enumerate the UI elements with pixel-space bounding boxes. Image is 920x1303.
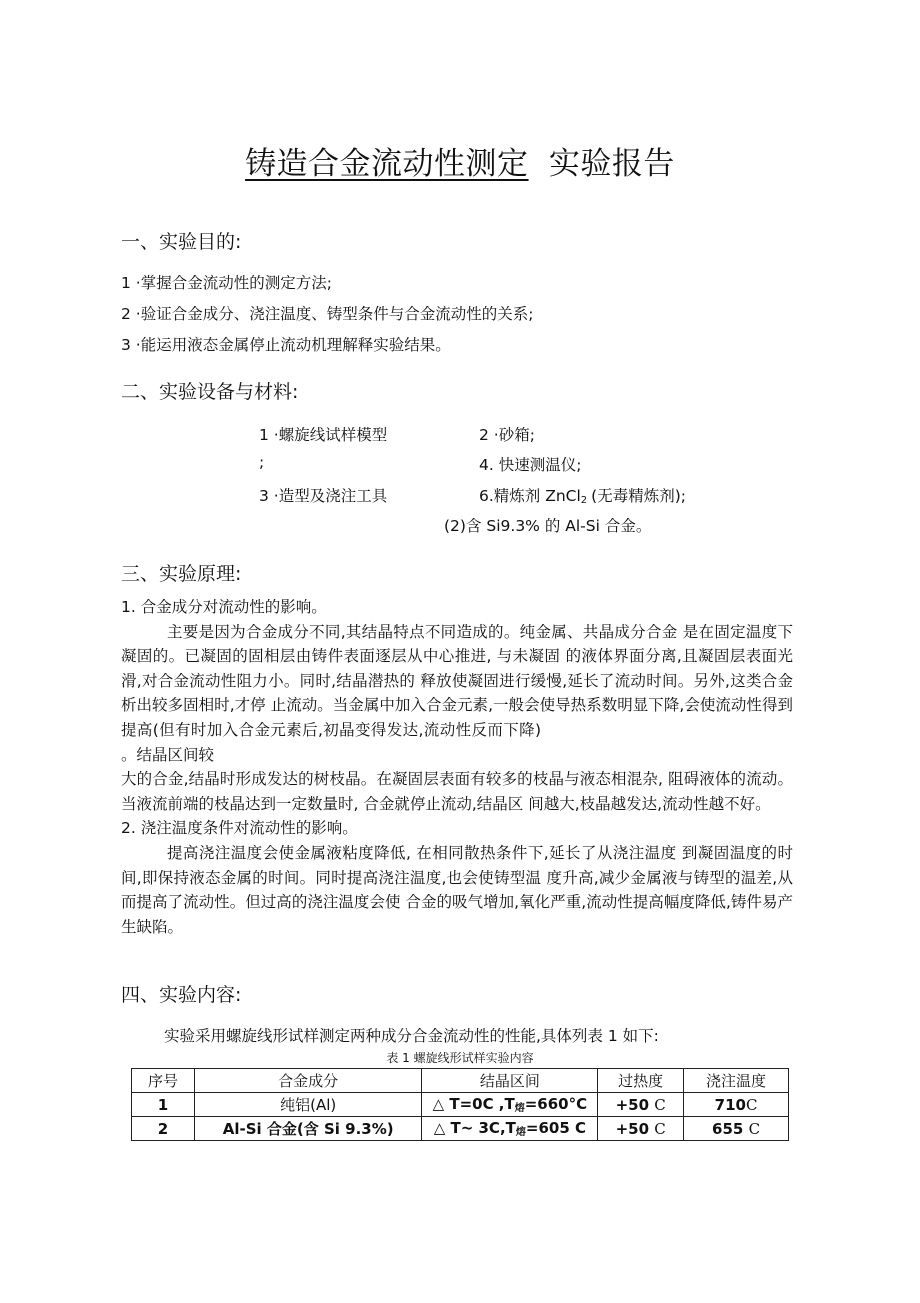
- page-title: [0, 138, 920, 183]
- pour-unit: C: [745, 1095, 758, 1114]
- principle-1-body: [121, 620, 793, 768]
- equipment-item-6: [479, 484, 686, 506]
- superheat-value: +50: [615, 1119, 650, 1138]
- equipment-item-4: 4. 快速测温仪;: [479, 456, 582, 474]
- table-header-cell: 浇注温度: [684, 1069, 789, 1093]
- section-heading-purpose: 一、实验目的:: [121, 231, 242, 253]
- principle-2-heading: 2. 浇注温度条件对流动性的影响。: [121, 819, 358, 838]
- equipment-item-3: 3 ·造型及浇注工具: [259, 487, 388, 505]
- table-row: [132, 1117, 789, 1141]
- range-value: =660°C: [524, 1095, 588, 1113]
- row-number: 2: [132, 1117, 195, 1141]
- purpose-item-3: 3 ·能运用液态金属停止流动机理解释实验结果。: [121, 336, 451, 354]
- row-solidification-range: [422, 1117, 598, 1141]
- row-superheat: [598, 1117, 684, 1141]
- table-caption: 表 1 螺旋线形试样实验内容: [386, 1051, 534, 1065]
- content-intro: 实验采用螺旋线形试样测定两种成分合金流动性的性能,具体列表 1 如下:: [164, 1027, 659, 1045]
- section-heading-equipment: 二、实验设备与材料:: [121, 381, 299, 403]
- equipment-item-2: 2 ·砂箱;: [479, 426, 535, 444]
- range-text: △ T=0C ,T: [432, 1095, 515, 1113]
- purpose-item-2: 2 ·验证合金成分、浇注温度、铸型条件与合金流动性的关系;: [121, 305, 534, 323]
- row-superheat: [598, 1093, 684, 1117]
- table-header-cell: 合金成分: [194, 1069, 422, 1093]
- table-header-cell: 过热度: [598, 1069, 684, 1093]
- pour-unit: C: [748, 1119, 761, 1138]
- table-header-cell: 序号: [132, 1069, 195, 1093]
- principle-text: [121, 595, 793, 939]
- experiment-table: [131, 1068, 789, 1141]
- equipment-item-6-note: (无毒精炼剂);: [591, 487, 686, 505]
- row-pouring-temp: [684, 1093, 789, 1117]
- superheat-unit: C: [654, 1119, 666, 1138]
- pour-value: 655: [712, 1119, 744, 1138]
- principle-1-heading: 1. 合金成分对流动性的影响。: [121, 598, 327, 616]
- equipment-item-1: 1 ·螺旋线试样模型: [259, 426, 388, 444]
- title-main: 铸造合金流动性测定: [245, 146, 529, 182]
- section-heading-content: 四、实验内容:: [121, 984, 242, 1006]
- equipment-item-6-subscript: 2: [580, 495, 588, 506]
- table-row: [132, 1093, 789, 1117]
- row-solidification-range: [422, 1093, 598, 1117]
- superheat-value: +50: [615, 1095, 650, 1114]
- principle-2-body: 提高浇注温度会使金属液粘度降低, 在相同散热条件下,延长了从浇注温度 到凝固温度的时间,即保持液态金属的时间。同时提高浇注温度,也会使铸型温 度升高,减少金属液与铸型的温差,从而提高了流动性。但过高的浇注温度会使 合金的吸气增加,氧化严重,流动性提高幅度降低,铸件易产生缺陷。: [121, 843, 793, 936]
- range-subscript: 熔: [514, 1103, 525, 1114]
- range-text: △ T~ 3C,T: [433, 1119, 516, 1137]
- principle-1-body-tail: 。结晶区间较: [121, 745, 215, 764]
- range-value: =605 C: [525, 1119, 586, 1137]
- equipment-item-6-text: 6.精炼剂 ZnCl: [479, 487, 581, 505]
- principle-1-body-text: 主要是因为合金成分不同,其结晶特点不同造成的。纯金属、共晶成分合金 是在固定温度下凝固的。已凝固的固相层由铸件表面逐层从中心推进, 与未凝固 的液体界面分离,且凝固层表面光滑,对合金流动性阻力小。同时,结晶潜热的 释放使凝固进行缓慢,延长了流动时间。另外,这类合金析出较多固相时,才停 止流动。当金属中加入合金元素,一般会使导热系数明显下降,会使流动性得到 提高(但有时加入合金元素后,初晶变得发达,流动性反而下降): [121, 622, 793, 739]
- range-subscript: 熔: [515, 1127, 526, 1138]
- equipment-semicolon: ;: [259, 453, 265, 471]
- equipment-item-7: (2)含 Si9.3% 的 Al-Si 合金。: [444, 517, 652, 535]
- row-alloy: 纯铝(Al): [194, 1093, 422, 1117]
- table-header-row: [132, 1069, 789, 1093]
- table-header-cell: 结晶区间: [422, 1069, 598, 1093]
- row-pouring-temp: [684, 1117, 789, 1141]
- row-number: 1: [132, 1093, 195, 1117]
- principle-1-body-continued: 大的合金,结晶时形成发达的树枝晶。在凝固层表面有较多的枝晶与液态相混杂, 阻碍液体的流动。当液流前端的枝晶达到一定数量时, 合金就停止流动,结晶区 间越大,枝晶越发达,流动性越不好。: [121, 770, 793, 813]
- section-heading-principle: 三、实验原理:: [121, 563, 242, 585]
- title-suffix: 实验报告: [548, 146, 675, 182]
- purpose-item-1: 1 ·掌握合金流动性的测定方法;: [121, 274, 332, 292]
- row-alloy: Al-Si 合金(含 Si 9.3%): [194, 1117, 422, 1141]
- pour-value: 710: [714, 1095, 746, 1114]
- superheat-unit: C: [654, 1095, 666, 1114]
